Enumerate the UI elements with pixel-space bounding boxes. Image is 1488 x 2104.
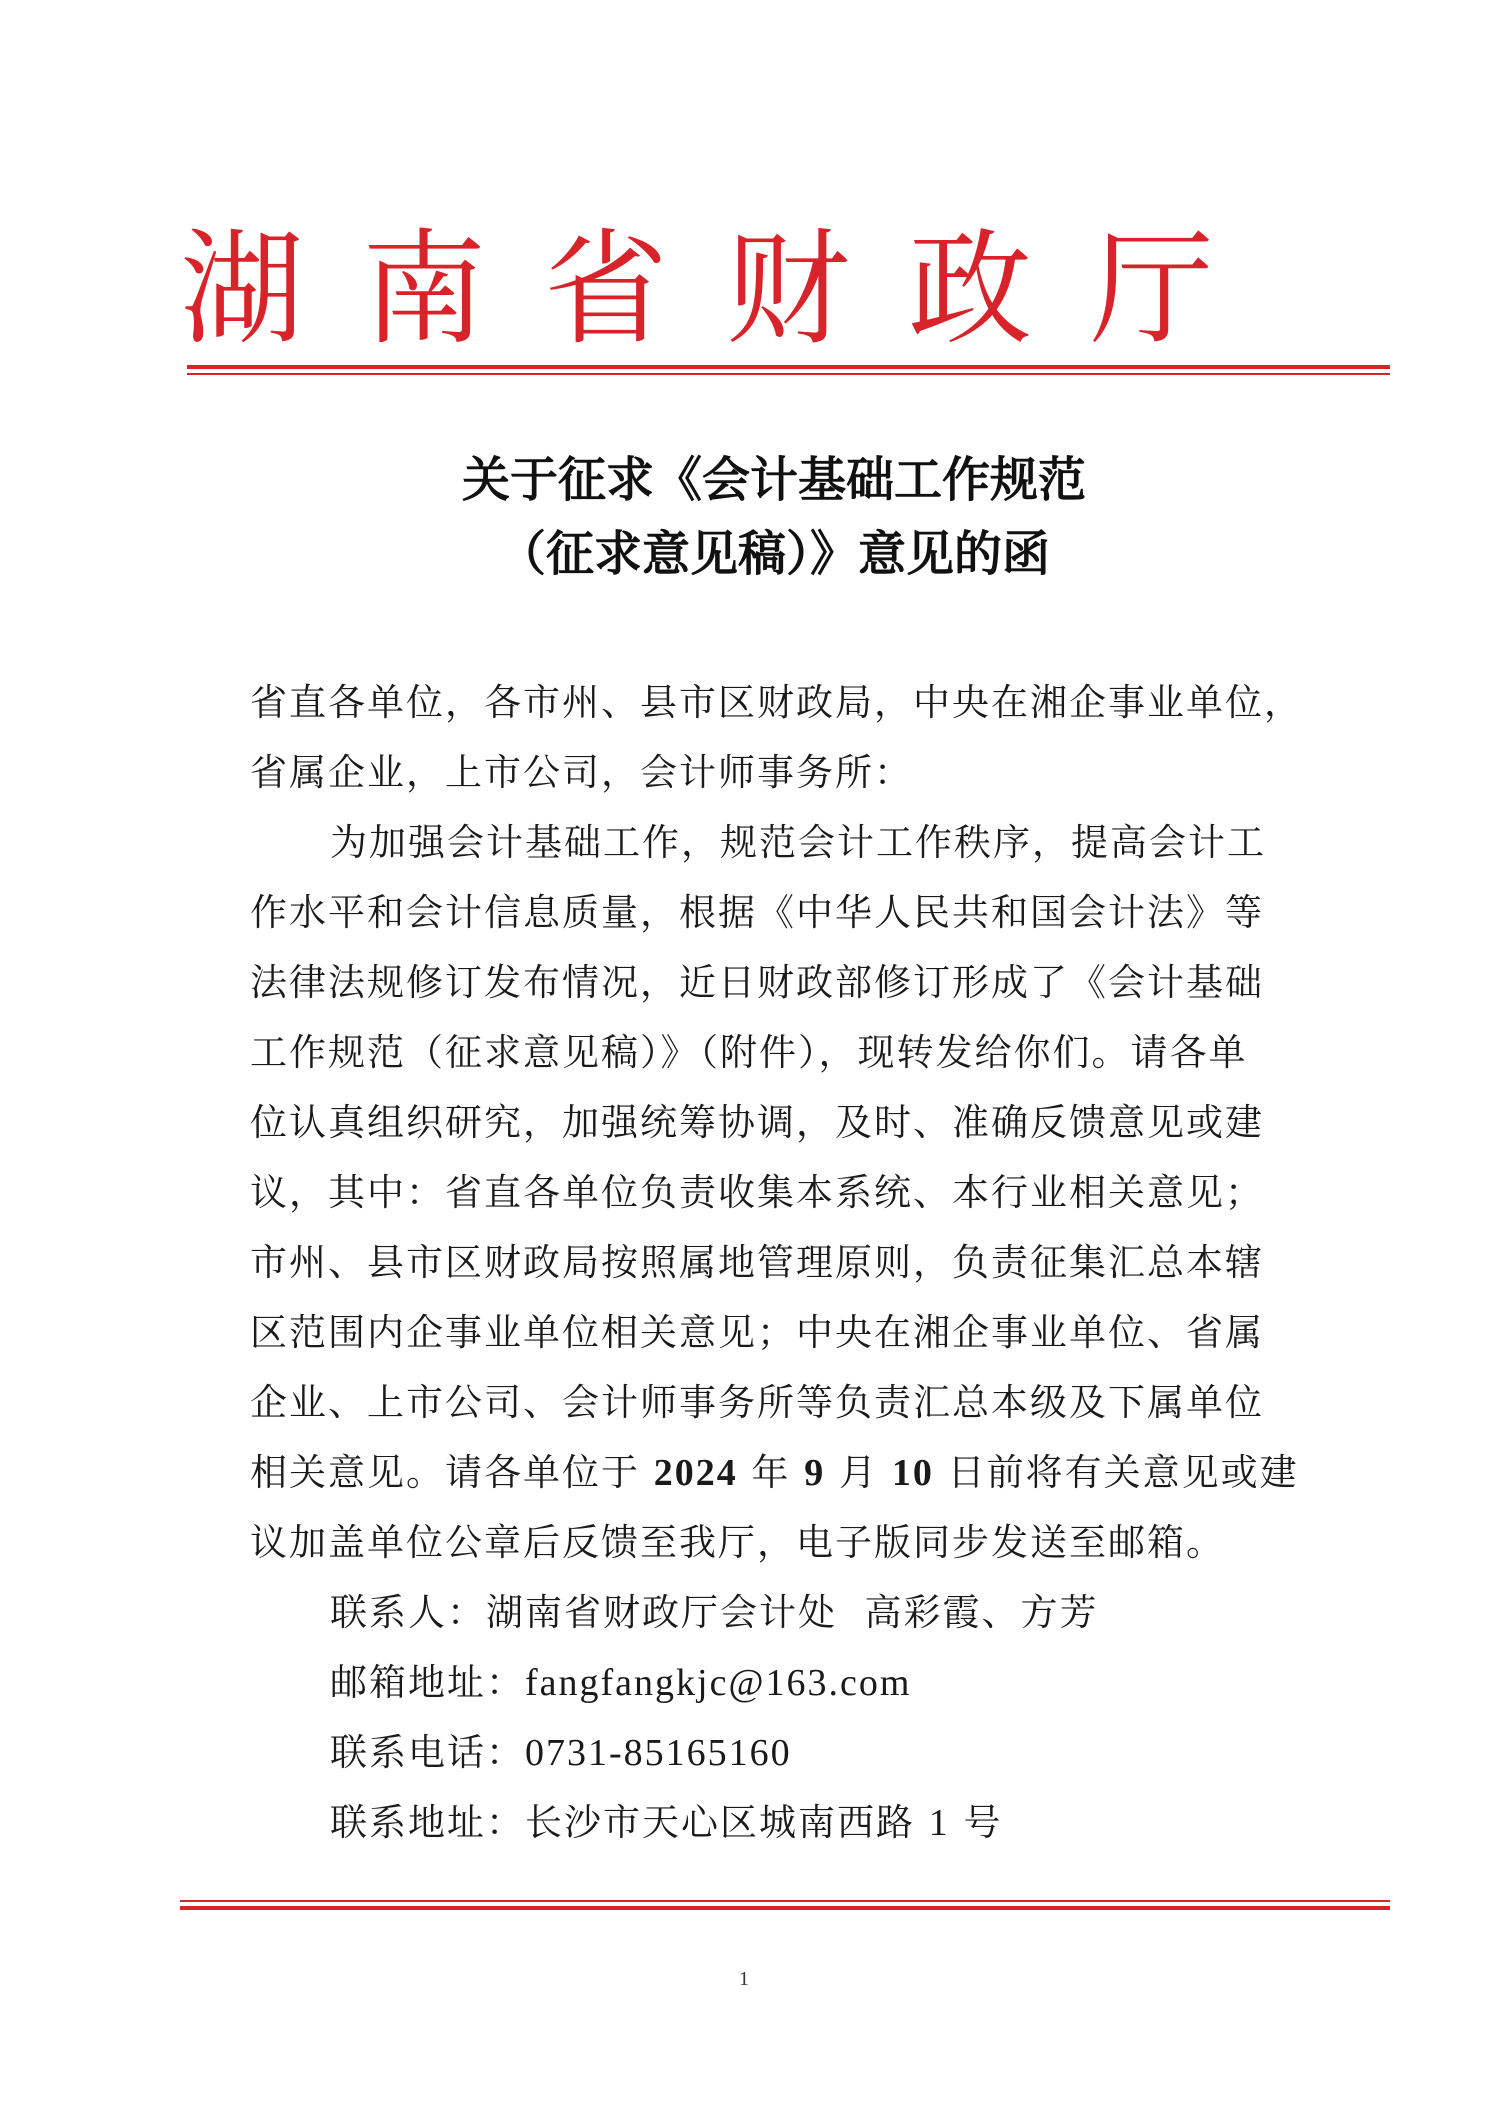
paragraph-line: 工作规范（征求意见稿）》（附件），现转发给你们。请各单 (250, 1031, 1248, 1074)
deadline-year-unit: 年 (751, 1451, 791, 1494)
document-title-line-2: （征求意见稿）》意见的函 (497, 526, 1050, 582)
footer-red-rule-thin (180, 1900, 1390, 1902)
paragraph-line: 为加强会计基础工作，规范会计工作秩序，提高会计工 (330, 821, 1266, 864)
page-number: 1 (739, 1968, 749, 1990)
deadline-line (250, 1438, 1299, 1508)
deadline-month-unit: 月 (839, 1451, 879, 1494)
paragraph-line: 企业、上市公司、会计师事务所等负责汇总本级及下属单位 (250, 1381, 1264, 1424)
contact-phone-line (250, 1718, 1290, 1788)
deadline-day: 10 (891, 1452, 934, 1494)
contact-address-suffix: 号 (963, 1801, 1003, 1844)
contact-address-line (250, 1788, 1290, 1858)
contact-phone-value: 0731-85165160 (525, 1732, 792, 1774)
paragraph-line: 议，其中：省直各单位负责收集本系统、本行业相关意见； (250, 1171, 1264, 1214)
contact-email-line (250, 1648, 1290, 1718)
paragraph-line: 区范围内企事业单位相关意见；中央在湘企事业单位、省属 (250, 1311, 1264, 1354)
contact-email-label: 邮箱地址： (330, 1661, 525, 1704)
deadline-year: 2024 (653, 1452, 738, 1494)
paragraph-line: 议加盖单位公章后反馈至我厅，电子版同步发送至邮箱。 (250, 1521, 1225, 1564)
contact-person-line (250, 1578, 1290, 1648)
contact-email-value: fangfangkjc@163.com (525, 1662, 912, 1704)
paragraph-line: 位认真组织研究，加强统筹协调，及时、准确反馈意见或建 (250, 1101, 1264, 1144)
contact-address-number: 1 (928, 1802, 950, 1844)
document-body (250, 668, 1303, 1858)
recipients-line-1: 省直各单位，各市州、县市区财政局，中央在湘企事业单位， (250, 681, 1303, 724)
contact-phone-label: 联系电话： (330, 1731, 525, 1774)
footer-red-rule-thick (180, 1906, 1390, 1910)
contact-address-label: 联系地址： (330, 1801, 525, 1844)
paragraph-line: 市州、县市区财政局按照属地管理原则，负责征集汇总本辖 (250, 1241, 1264, 1284)
paragraph-line: 法律法规修订发布情况，近日财政部修订形成了《会计基础 (250, 961, 1264, 1004)
letterhead-org-name: 湖南省财政厅 (180, 218, 1273, 362)
document-title-line-1: 关于征求《会计基础工作规范 (461, 452, 1086, 508)
contact-person-value: 湖南省财政厅会计处 高彩霞、方芳 (486, 1591, 1099, 1634)
contact-person-label: 联系人： (330, 1591, 486, 1634)
letterhead-red-rule-thick (187, 365, 1390, 369)
paragraph-line: 作水平和会计信息质量，根据《中华人民共和国会计法》等 (250, 891, 1264, 934)
contact-address-value: 长沙市天心区城南西路 (525, 1801, 915, 1844)
deadline-month: 9 (804, 1452, 826, 1494)
recipients-line-2: 省属企业，上市公司，会计师事务所： (250, 751, 913, 794)
letterhead-red-rule-thin (187, 373, 1390, 375)
deadline-suffix: 日前将有关意见或建 (947, 1451, 1299, 1494)
deadline-prefix: 相关意见。请各单位于 (250, 1451, 640, 1494)
